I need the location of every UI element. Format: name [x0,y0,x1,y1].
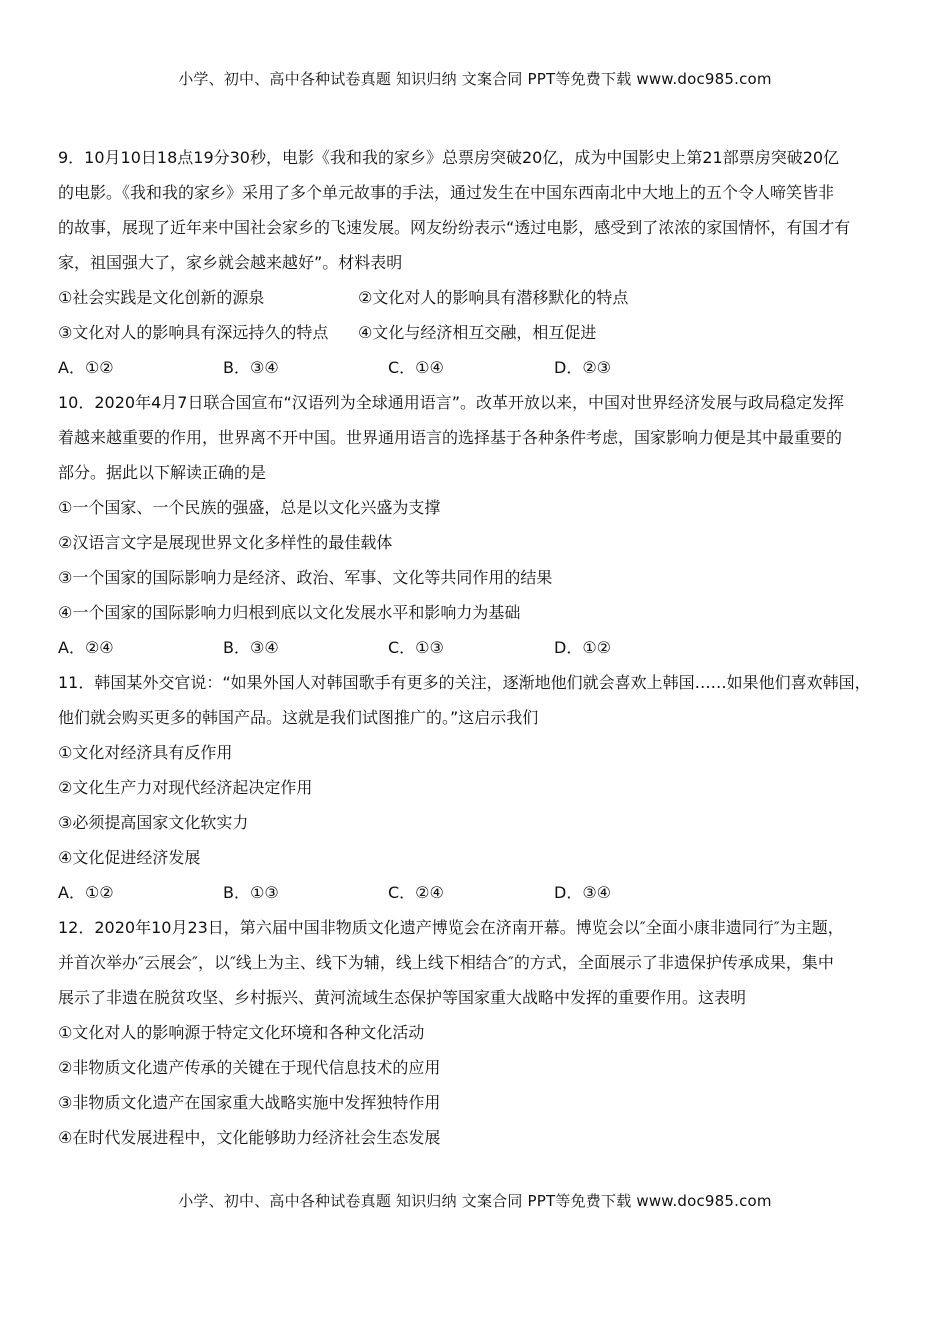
question-10-option-4: ④一个国家的国际影响力归根到底以文化发展水平和影响力为基础 [58,603,521,622]
question-10-line-1: 10．2020年4月7日联合国宣布“汉语列为全球通用语言”。改革开放以来，中国对世界经济发展与政局稳定发挥 [58,393,845,412]
choice-b: B．①③ [223,883,279,902]
choice-d: D．③④ [554,883,612,902]
question-11-choices [58,875,896,910]
question-9-line-3: 的故事，展现了近年来中国社会家乡的飞速发展。网友纷纷表示“透过电影，感受到了浓浓的家国情怀，有国才有 [58,218,851,237]
question-9-option-4: ④文化与经济相互交融，相互促进 [358,323,597,342]
question-9-option-3: ③文化对人的影响具有深远持久的特点 [58,323,329,342]
question-10-option-2: ②汉语言文字是展现世界文化多样性的最佳载体 [58,533,393,552]
choice-c: C．①④ [388,358,444,377]
question-9-choices [58,350,896,385]
choice-a: A．①② [58,358,114,377]
question-10-line-2: 着越来越重要的作用，世界离不开中国。世界通用语言的选择基于各种条件考虑，国家影响力便是其中最重要的 [58,428,843,447]
question-11-line-2: 他们就会购买更多的韩国产品。这就是我们试图推广的。”这启示我们 [58,708,539,727]
question-9-line-1: 9．10月10日18点19分30秒，电影《我和我的家乡》总票房突破20亿，成为中国影史上第21部票房突破20亿 [58,148,840,167]
question-12-line-2: 并首次举办″云展会″，以″线上为主、线下为辅，线上线下相结合″的方式，全面展示了非遗保护传承成果，集中 [58,953,834,972]
question-12-option-3: ③非物质文化遗产在国家重大战略实施中发挥独特作用 [58,1093,441,1112]
exam-content [58,140,896,1155]
question-9-options-row-1 [58,280,896,315]
question-10 [58,385,896,665]
page-header: 小学、初中、高中各种试卷真题 知识归纳 文案合同 PPT等免费下载 www.doc985.com [178,70,772,88]
question-12 [58,910,896,1155]
question-9-option-2: ②文化对人的影响具有潜移默化的特点 [358,288,629,307]
question-11-option-4: ④文化促进经济发展 [58,848,201,867]
question-12-line-3: 展示了非遗在脱贫攻坚、乡村振兴、黄河流域生态保护等国家重大战略中发挥的重要作用。这表明 [58,988,747,1007]
question-11-line-1: 11．韩国某外交官说：“如果外国人对韩国歌手有更多的关注，逐渐地他们就会喜欢上韩国……如果他们喜欢韩国， [58,673,871,692]
choice-d: D．①② [554,638,612,657]
question-10-option-3: ③一个国家的国际影响力是经济、政治、军事、文化等共同作用的结果 [58,568,553,587]
question-10-line-3: 部分。据此以下解读正确的是 [58,463,267,482]
question-9 [58,140,896,385]
question-9-line-2: 的电影。《我和我的家乡》采用了多个单元故事的手法，通过发生在中国东西南北中大地上的五个令人啼笑皆非 [58,183,835,202]
question-9-line-4: 家，祖国强大了，家乡就会越来越好”。材料表明 [58,253,403,272]
question-10-option-1: ①一个国家、一个民族的强盛，总是以文化兴盛为支撑 [58,498,441,517]
choice-a: A．②④ [58,638,114,657]
choice-a: A．①② [58,883,114,902]
question-9-options-row-2 [58,315,896,350]
question-11-option-2: ②文化生产力对现代经济起决定作用 [58,778,313,797]
question-12-line-1: 12．2020年10月23日，第六届中国非物质文化遗产博览会在济南开幕。博览会以″全面小康非遗同行″为主题， [58,918,844,937]
page-footer: 小学、初中、高中各种试卷真题 知识归纳 文案合同 PPT等免费下载 www.doc985.com [178,1192,772,1210]
choice-b: B．③④ [223,638,279,657]
question-12-option-1: ①文化对人的影响源于特定文化环境和各种文化活动 [58,1023,425,1042]
question-11-option-1: ①文化对经济具有反作用 [58,743,233,762]
choice-b: B．③④ [223,358,279,377]
choice-c: C．①③ [388,638,444,657]
question-9-option-1: ①社会实践是文化创新的源泉 [58,288,265,307]
choice-d: D．②③ [554,358,612,377]
choice-c: C．②④ [388,883,444,902]
question-12-option-4: ④在时代发展进程中，文化能够助力经济社会生态发展 [58,1128,441,1147]
question-11 [58,665,896,910]
question-12-option-2: ②非物质文化遗产传承的关键在于现代信息技术的应用 [58,1058,441,1077]
question-11-option-3: ③必须提高国家文化软实力 [58,813,249,832]
question-10-choices [58,630,896,665]
